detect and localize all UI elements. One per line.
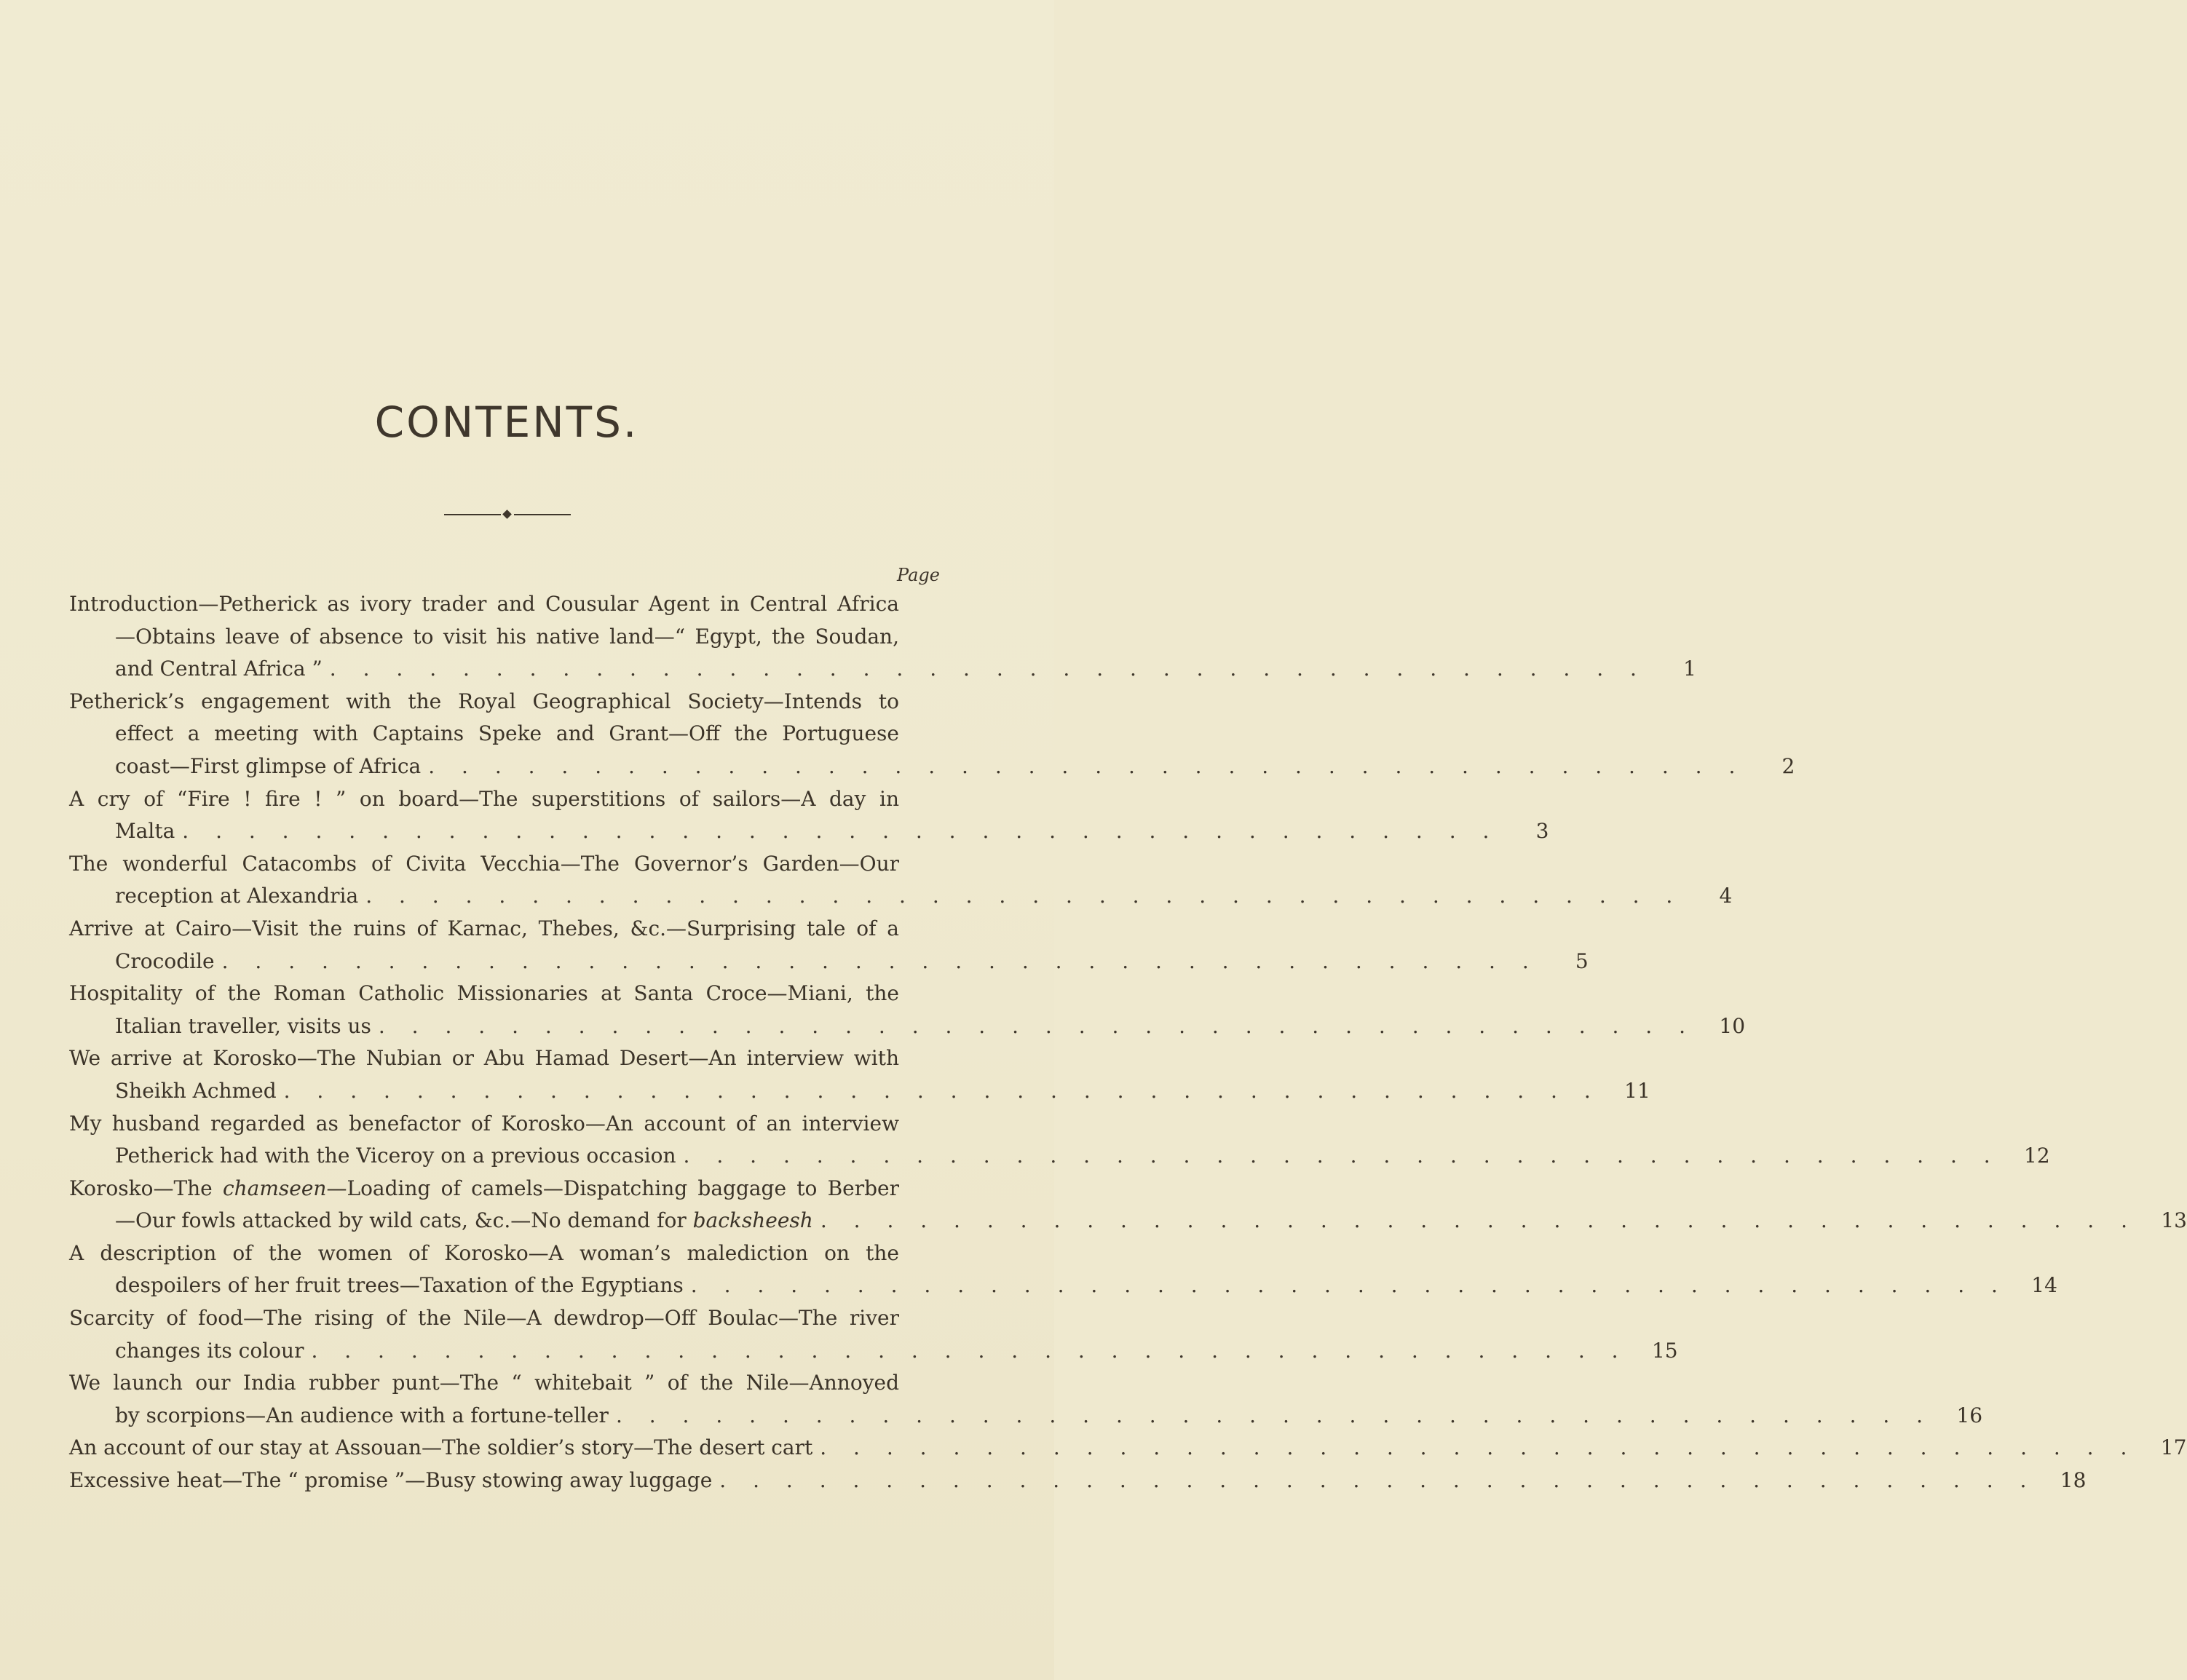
toc-entry-continuation-line: effect a meeting with Captains Speke and Grant—Off the Portuguese <box>115 721 899 746</box>
toc-entry <box>69 1367 1983 1432</box>
page-column-label: Page <box>897 565 940 585</box>
ornament-rule-right <box>514 514 571 515</box>
dot-leader: . . . . . . . . . . . . . . . . . . . . . . . . . . . . . . . . . . . . . . . . <box>378 1013 1696 1038</box>
toc-entry-page-number: 13 <box>2161 1208 2187 1233</box>
toc-entry-heading-line: Korosko—The chamseen—Loading of camels—Dispatching baggage to Berber <box>69 1176 899 1200</box>
toc-entry-final-line <box>69 880 1733 913</box>
toc-entry-page-number: 5 <box>1575 948 1589 973</box>
toc-entry-heading-line: My husband regarded as benefactor of Korosko—An account of an interview <box>69 1111 899 1136</box>
toc-entry-page-number: 14 <box>2031 1273 2057 1298</box>
toc-entry <box>69 1432 2187 1465</box>
toc-entry-text: Italian traveller, visits us <box>115 1013 371 1038</box>
dot-leader: . . . . . . . . . . . . . . . . . . . . . . . . . . . . . . . . . . . . . . . . <box>221 948 1539 973</box>
dot-leader: . . . . . . . . . . . . . . . . . . . . . . . . . . . . . . . . . . . . . . . . <box>283 1078 1601 1103</box>
toc-entry <box>69 1302 1678 1367</box>
toc-entry <box>69 1108 2050 1173</box>
dot-leader: . . . . . . . . . . . . . . . . . . . . . . . . . . . . . . . . . . . . . . . . <box>820 1435 2137 1460</box>
toc-entry-page-number: 15 <box>1651 1338 1678 1363</box>
toc-entry-final-line <box>69 1465 2087 1497</box>
toc-entry-heading-line: A cry of “Fire ! fire ! ” on board—The superstitions of sailors—A day in <box>69 786 899 811</box>
toc-entry-page-number: 12 <box>2024 1144 2050 1168</box>
toc-entry-text: changes its colour <box>115 1338 304 1363</box>
toc-entry-final-line <box>69 653 1696 686</box>
diamond-icon <box>502 510 512 519</box>
toc-entry <box>69 848 1733 913</box>
toc-entry-final-line <box>69 1075 1650 1108</box>
toc-entry-page-number: 16 <box>1956 1403 1983 1427</box>
toc-entry-text: Sheikh Achmed <box>115 1078 277 1103</box>
toc-entry-final-line <box>69 1269 2057 1302</box>
toc-entry-heading-line: Arrive at Cairo—Visit the ruins of Karnac, Thebes, &c.—Surprising tale of a <box>69 916 899 940</box>
toc-entry <box>69 686 1795 783</box>
toc-entry-text: coast—First glimpse of Africa <box>115 753 422 778</box>
toc-entry <box>69 1237 2057 1302</box>
toc-entry-page-number: 17 <box>2160 1435 2187 1460</box>
toc-entry-page-number: 3 <box>1535 819 1549 844</box>
toc-entry-text: Excessive heat—The “ promise ”—Busy stowing away luggage <box>69 1468 713 1493</box>
dot-leader: . . . . . . . . . . . . . . . . . . . . . . . . . . . . . . . . . . . . . . . . <box>683 1144 2001 1168</box>
toc-entry-final-line <box>69 1335 1678 1368</box>
toc-entry-heading-line: A description of the women of Korosko—A woman’s malediction on the <box>69 1240 899 1265</box>
dot-leader: . . . . . . . . . . . . . . . . . . . . . . . . . . . . . . . . . . . . . . . . <box>719 1468 2037 1493</box>
toc-entry-heading-line: We launch our India rubber punt—The “ whitebait ” of the Nile—Annoyed <box>69 1371 899 1395</box>
dot-leader: . . . . . . . . . . . . . . . . . . . . . . . . . . . . . . . . . . . . . . . . <box>365 884 1683 908</box>
toc-entry-page-number: 2 <box>1781 753 1795 778</box>
title-ornament <box>444 511 571 518</box>
toc-entry-page-number: 10 <box>1719 1013 1746 1038</box>
toc-entry-heading-line: The wonderful Catacombs of Civita Vecchia—The Governor’s Garden—Our <box>69 851 899 876</box>
toc-entry-final-line <box>69 1400 1983 1433</box>
toc-entry-text: reception at Alexandria <box>115 884 359 908</box>
toc-entry-text: despoilers of her fruit trees—Taxation of the Egyptians <box>115 1273 684 1298</box>
page-title: CONTENTS. <box>374 397 639 447</box>
toc-entry <box>69 1173 2187 1237</box>
toc-entry-continuation-line: —Obtains leave of absence to visit his native land—“ Egypt, the Soudan, <box>115 624 899 649</box>
toc-entry-text: —Our fowls attacked by wild cats, &c.—No demand for backsheesh <box>115 1208 813 1233</box>
toc-entry-page-number: 1 <box>1683 657 1696 681</box>
toc-entry-heading-line: Petherick’s engagement with the Royal Geographical Society—Intends to <box>69 689 899 713</box>
dot-leader: . . . . . . . . . . . . . . . . . . . . . . . . . . . . . . . . . . . . . . . . <box>690 1273 2008 1298</box>
toc-entry <box>69 783 1549 848</box>
toc-entry <box>69 588 1696 686</box>
toc-entry <box>69 1465 2087 1497</box>
toc-entry-text: An account of our stay at Assouan—The soldier’s story—The desert cart <box>69 1435 813 1460</box>
toc-entry <box>69 978 1746 1042</box>
dot-leader: . . . . . . . . . . . . . . . . . . . . . . . . . . . . . . . . . . . . . . . . <box>311 1338 1629 1363</box>
toc-entry-text: by scorpions—An audience with a fortune-teller <box>115 1403 609 1427</box>
toc-entry-heading-line: Introduction—Petherick as ivory trader and Cousular Agent in Central Africa <box>69 592 899 616</box>
toc-entry-heading-line: Hospitality of the Roman Catholic Missionaries at Santa Croce—Miani, the <box>69 981 899 1006</box>
toc-entry-text: Malta <box>115 819 175 844</box>
toc-entry-final-line <box>69 1432 2187 1465</box>
toc-entry <box>69 1042 1650 1107</box>
toc-entry-final-line <box>69 1205 2187 1237</box>
toc-entry-final-line <box>69 1140 2050 1173</box>
toc-entry-heading-line: Scarcity of food—The rising of the Nile—A dewdrop—Off Boulac—The river <box>69 1306 899 1331</box>
toc-entry-final-line <box>69 815 1549 848</box>
toc-entry-heading-line: We arrive at Korosko—The Nubian or Abu Hamad Desert—An interview with <box>69 1046 899 1071</box>
toc-entry <box>69 913 1589 978</box>
table-of-contents <box>69 588 2187 1497</box>
dot-leader: . . . . . . . . . . . . . . . . . . . . . . . . . . . . . . . . . . . . . . . . <box>820 1208 2137 1233</box>
toc-entry-final-line <box>69 1010 1746 1043</box>
dot-leader: . . . . . . . . . . . . . . . . . . . . . . . . . . . . . . . . . . . . . . . . <box>329 657 1647 681</box>
toc-entry-page-number: 11 <box>1624 1078 1650 1103</box>
dot-leader: . . . . . . . . . . . . . . . . . . . . . . . . . . . . . . . . . . . . . . . . <box>615 1403 1934 1427</box>
toc-entry-page-number: 4 <box>1719 884 1733 908</box>
toc-entry-final-line <box>69 946 1589 978</box>
toc-entry-text: Crocodile <box>115 948 215 973</box>
toc-entry-text: Petherick had with the Viceroy on a previous occasion <box>115 1144 676 1168</box>
dot-leader: . . . . . . . . . . . . . . . . . . . . . . . . . . . . . . . . . . . . . . . . <box>428 753 1746 778</box>
toc-entry-page-number: 18 <box>2060 1468 2087 1493</box>
dot-leader: . . . . . . . . . . . . . . . . . . . . . . . . . . . . . . . . . . . . . . . . <box>182 819 1500 844</box>
ornament-rule-left <box>444 514 501 515</box>
toc-entry-final-line <box>69 750 1795 783</box>
toc-entry-text: and Central Africa ” <box>115 657 323 681</box>
